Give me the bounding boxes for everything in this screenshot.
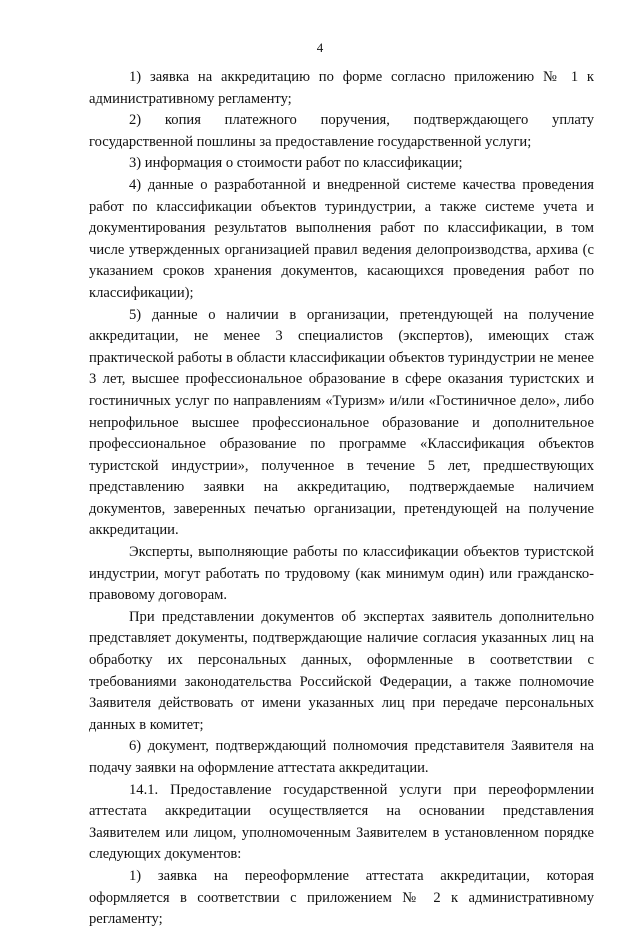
page-number: 4 (316, 40, 324, 55)
document-body (89, 67, 594, 931)
paragraph-item-4: 4) данные о разработанной и внедренной системе качества проведения работ по классификации объектов туриндустрии, а также системе учета и документирования результатов выполнения работ по классификации, в том числе утвержденных организацией правил ведения делопроизводства, архива (с указанием сроков хранения документов, касающихся проведения работ по классификации); (89, 176, 594, 301)
paragraph-reissue-item-1: 1) заявка на переоформление аттестата аккредитации, которая оформляется в соответствии с приложением № 2 к административному регламенту; (89, 867, 594, 928)
paragraph-item-6: 6) документ, подтверждающий полномочия представителя Заявителя на подачу заявки на оформление аттестата аккредитации. (89, 738, 594, 776)
paragraph-item-2: 2) копия платежного поручения, подтверждающего уплату государственной пошлины за предоставление государственной услуги; (89, 112, 594, 150)
paragraph-item-3: 3) информация о стоимости работ по классификации; (129, 155, 463, 172)
paragraph-expert-documents: При представлении документов об экспертах заявитель дополнительно представляет документы, подтверждающие наличие согласия указанных лиц на обработку их персональных данных, оформленные в соответствии с требованиями законодательства Российской Федерации, а также полномочие Заявителя действовать от имени указанных лиц при передаче персональных данных в комитет; (89, 608, 594, 733)
paragraph-section-14-1: 14.1. Предоставление государственной услуги при переоформлении аттестата аккредитации осуществляется на основании представления Заявителем или лицом, уполномоченным Заявителем в установленном порядке следующих документов: (89, 781, 594, 863)
paragraph-item-5: 5) данные о наличии в организации, претендующей на получение аккредитации, не менее 3 специалистов (экспертов), имеющих стаж практической работы в области классификации объектов туриндустрии не менее 3 лет, высшее профессиональное образование в сфере оказания туристских и гостиничных услуг по направлениям «Туризм» и/или «Гостиничное дело», либо непрофильное высшее профессиональное образование и дополнительное профессиональное образование по программе «Классификация объектов туристской индустрии», полученное в течение 5 лет, предшествующих представлению заявки на аккредитацию, подтверждаемые наличием документов, заверенных печатью организации, претендующей на получение аккредитации. (89, 306, 594, 539)
paragraph-experts: Эксперты, выполняющие работы по классификации объектов туристской индустрии, могут работать по трудовому (как минимум один) или гражданско-правовому договорам. (89, 544, 594, 604)
paragraph-item-1: 1) заявка на аккредитацию по форме согласно приложению № 1 к административному регламенту; (89, 69, 594, 107)
